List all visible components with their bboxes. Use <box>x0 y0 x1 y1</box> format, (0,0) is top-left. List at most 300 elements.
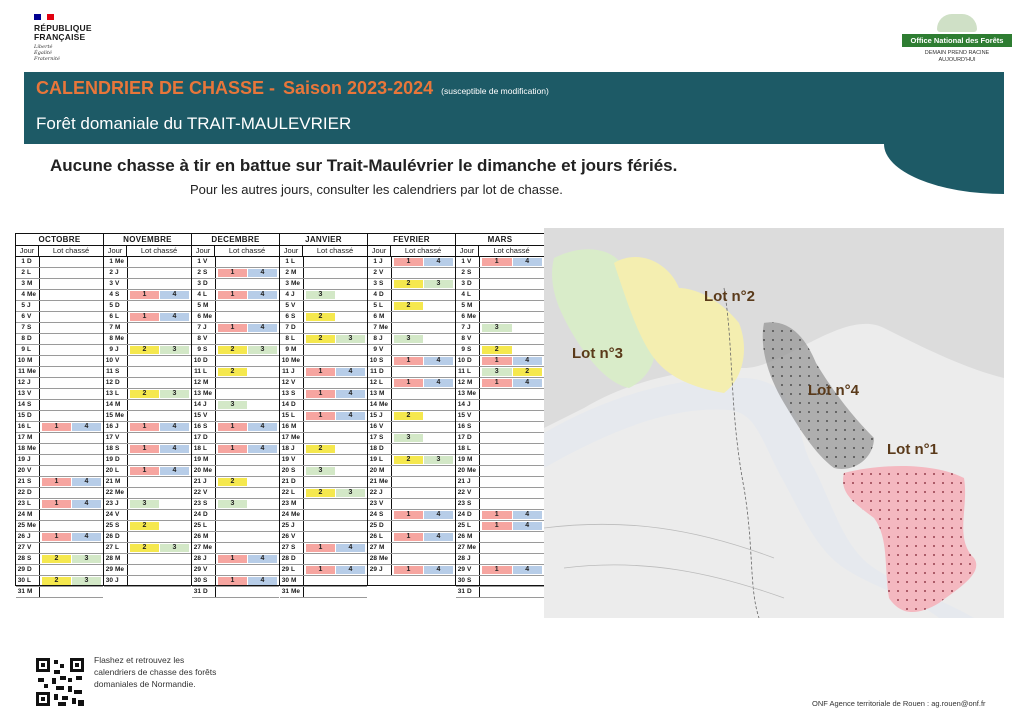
lots-hunted <box>392 532 455 542</box>
day-number: 22 <box>105 489 113 496</box>
day-row <box>280 477 367 488</box>
weekday: L <box>290 488 304 498</box>
lots-hunted <box>304 422 367 432</box>
day-number: 2 <box>373 269 377 276</box>
lot-slot-empty <box>218 280 247 288</box>
day-row <box>104 378 191 389</box>
day-row <box>280 532 367 543</box>
day-row <box>280 422 367 433</box>
day-number: 14 <box>369 401 377 408</box>
lot-slot-empty <box>248 500 277 508</box>
day-number: 15 <box>457 412 465 419</box>
lot-slot-empty <box>394 401 423 409</box>
lot-slot-empty <box>424 434 453 442</box>
lot-slot-empty <box>130 489 159 497</box>
lots-hunted <box>480 554 544 564</box>
day-row <box>192 389 279 400</box>
lot-slot-empty <box>72 313 101 321</box>
lot-slot-empty <box>513 533 543 541</box>
day-number: 25 <box>369 522 377 529</box>
lot-badge-4: 4 <box>513 357 543 365</box>
lots-hunted <box>128 334 191 344</box>
lots-hunted <box>392 543 455 553</box>
day-row <box>16 257 103 268</box>
lots-hunted <box>216 444 279 454</box>
lot-badge-4: 4 <box>248 324 277 332</box>
lots-hunted <box>480 312 544 322</box>
day-row <box>104 268 191 279</box>
day-row <box>456 565 544 576</box>
lots-hunted <box>304 345 367 355</box>
lots-hunted <box>480 400 544 410</box>
day-number: 27 <box>17 544 25 551</box>
lot-slot-empty <box>130 401 159 409</box>
lots-hunted <box>40 356 103 366</box>
day-number: 1 <box>21 258 25 265</box>
lot-slot-empty <box>160 335 189 343</box>
lot-slot-empty <box>130 269 159 277</box>
weekday: M <box>26 510 40 520</box>
day-number: 24 <box>457 511 465 518</box>
weekday: L <box>26 499 40 509</box>
column-headers <box>192 246 279 257</box>
day-row <box>16 576 103 587</box>
lots-hunted <box>480 532 544 542</box>
day-row <box>456 554 544 565</box>
qr-description: Flashez et retrouvez les calendriers de chasse des forêts domaniales de Normandie. <box>94 655 217 689</box>
lot-badge-2: 2 <box>482 346 512 354</box>
day-number: 13 <box>193 390 201 397</box>
day-number: 30 <box>105 577 113 584</box>
lots-hunted <box>128 510 191 520</box>
day-row <box>16 499 103 510</box>
lots-hunted <box>216 554 279 564</box>
day-number: 30 <box>193 577 201 584</box>
day-row <box>104 521 191 532</box>
lot-slot-empty <box>482 313 512 321</box>
day-number: 15 <box>369 412 377 419</box>
day-row <box>280 323 367 334</box>
weekday: V <box>378 499 392 509</box>
lot-slot-empty <box>306 500 335 508</box>
day-number: 1 <box>285 258 289 265</box>
weekday: M <box>202 301 216 311</box>
day-number: 5 <box>285 302 289 309</box>
onf-logo <box>902 14 1012 63</box>
month-name: JANVIER <box>280 234 367 246</box>
day-number: 14 <box>17 401 25 408</box>
lots-hunted <box>40 268 103 278</box>
weekday: D <box>114 455 128 465</box>
lot-slot-empty <box>72 258 101 266</box>
lot-badge-3: 3 <box>394 434 423 442</box>
weekday: V <box>378 268 392 278</box>
lots-hunted <box>216 400 279 410</box>
weekday: M <box>290 268 304 278</box>
lots-hunted <box>40 554 103 564</box>
lot-slot-empty <box>248 401 277 409</box>
lot-slot-empty <box>336 324 365 332</box>
day-row <box>104 345 191 356</box>
lots-hunted <box>40 587 103 597</box>
day-row <box>16 356 103 367</box>
day-number: 17 <box>369 434 377 441</box>
lot-slot-empty <box>42 335 71 343</box>
day-number: 17 <box>281 434 289 441</box>
weekday: D <box>202 433 216 443</box>
lot-slot-empty <box>42 522 71 530</box>
lot-slot-empty <box>513 291 543 299</box>
weekday: J <box>26 378 40 388</box>
lot-slot-empty <box>336 280 365 288</box>
lot-badge-1: 1 <box>42 533 71 541</box>
day-number: 8 <box>461 335 465 342</box>
weekday: D <box>202 279 216 289</box>
lot-slot-empty <box>513 555 543 563</box>
lot-badge-1: 1 <box>306 390 335 398</box>
day-column-header: Jour <box>192 246 215 256</box>
lot-slot-empty <box>42 544 71 552</box>
weekday: L <box>466 444 480 454</box>
lots-hunted <box>480 323 544 333</box>
lot-slot-empty <box>336 258 365 266</box>
lots-hunted <box>128 477 191 487</box>
lot-badge-1: 1 <box>482 379 512 387</box>
weekday: D <box>378 521 392 531</box>
day-row <box>280 587 367 598</box>
day-row <box>192 444 279 455</box>
agency-contact: ONF Agence territoriale de Rouen : ag.rouen@onf.fr <box>812 699 986 708</box>
lot-badge-4: 4 <box>336 566 365 574</box>
lot-badge-1: 1 <box>306 368 335 376</box>
day-number: 11 <box>106 368 113 375</box>
month-column <box>104 234 192 585</box>
lot-slot-empty <box>72 456 101 464</box>
day-row <box>192 400 279 411</box>
day-number: 15 <box>193 412 201 419</box>
lot-slot-empty <box>218 467 247 475</box>
lot-slot-empty <box>218 456 247 464</box>
weekday: Me <box>26 521 40 531</box>
lot-slot-empty <box>130 456 159 464</box>
day-row <box>280 334 367 345</box>
day-number: 7 <box>461 324 465 331</box>
weekday: V <box>202 334 216 344</box>
weekday: L <box>202 367 216 377</box>
lot-slot-empty <box>248 588 277 596</box>
lots-hunted <box>304 521 367 531</box>
lot-slot-empty <box>424 478 453 486</box>
day-number: 22 <box>193 489 201 496</box>
lot-slot-empty <box>130 478 159 486</box>
lot-slot-empty <box>336 533 365 541</box>
lot-badge-1: 1 <box>42 423 71 431</box>
lot-badge-3: 3 <box>160 390 189 398</box>
lots-hunted <box>480 378 544 388</box>
weekday: V <box>114 510 128 520</box>
lot-slot-empty <box>160 577 189 585</box>
lot-slot-empty <box>424 368 453 376</box>
lot-badge-4: 4 <box>248 291 277 299</box>
tree-icon <box>937 14 977 32</box>
weekday: M <box>202 532 216 542</box>
day-row <box>456 488 544 499</box>
lots-hunted <box>216 576 279 586</box>
lot-slot-empty <box>130 302 159 310</box>
day-number: 28 <box>457 555 465 562</box>
weekday: L <box>290 334 304 344</box>
lots-hunted <box>304 565 367 575</box>
lot-slot-empty <box>72 302 101 310</box>
day-number: 3 <box>285 280 289 287</box>
day-row <box>456 422 544 433</box>
lot-badge-2: 2 <box>306 445 335 453</box>
day-number: 21 <box>105 478 113 485</box>
lots-hunted <box>128 345 191 355</box>
lot-slot-empty <box>248 511 277 519</box>
day-row <box>368 268 455 279</box>
lots-hunted <box>216 422 279 432</box>
weekday: S <box>202 268 216 278</box>
lots-hunted <box>216 389 279 399</box>
lot-slot-empty <box>248 313 277 321</box>
lot-slot-empty <box>306 478 335 486</box>
day-number: 8 <box>373 335 377 342</box>
qr-code-icon[interactable] <box>34 656 86 708</box>
lot-slot-empty <box>336 434 365 442</box>
lot-slot-empty <box>160 566 189 574</box>
lots-hunted <box>128 378 191 388</box>
day-row <box>368 455 455 466</box>
weekday: M <box>378 543 392 553</box>
lot-badge-3: 3 <box>424 456 453 464</box>
weekday: L <box>290 257 304 267</box>
lot-badge-2: 2 <box>306 313 335 321</box>
french-flag-icon <box>34 14 54 20</box>
lots-hunted <box>480 576 544 586</box>
lots-hunted <box>216 455 279 465</box>
lot-slot-empty <box>424 555 453 563</box>
lots-hunted <box>304 466 367 476</box>
lot-slot-empty <box>513 588 543 596</box>
day-number: 13 <box>17 390 25 397</box>
lot-slot-empty <box>130 324 159 332</box>
day-number: 23 <box>281 500 289 507</box>
day-row <box>280 433 367 444</box>
day-row <box>280 521 367 532</box>
lot-slot-empty <box>482 302 512 310</box>
day-number: 31 <box>281 588 289 595</box>
day-row <box>16 554 103 565</box>
lots-hunted <box>40 521 103 531</box>
day-number: 29 <box>193 566 201 573</box>
day-row <box>16 323 103 334</box>
day-number: 25 <box>457 522 465 529</box>
month-column <box>280 234 368 595</box>
day-number: 3 <box>461 280 465 287</box>
weekday: J <box>202 477 216 487</box>
day-row <box>104 477 191 488</box>
lot-slot-empty <box>394 522 423 530</box>
lot-slot-empty <box>394 324 423 332</box>
lot-badge-1: 1 <box>394 533 423 541</box>
day-row <box>104 455 191 466</box>
day-number: 1 <box>461 258 465 265</box>
lot-slot-empty <box>424 522 453 530</box>
lot-slot-empty <box>394 269 423 277</box>
day-row <box>280 565 367 576</box>
lot-slot-empty <box>248 434 277 442</box>
weekday: V <box>290 378 304 388</box>
lots-hunted <box>128 499 191 509</box>
lot-badge-2: 2 <box>394 456 423 464</box>
lots-hunted <box>304 279 367 289</box>
day-number: 27 <box>369 544 377 551</box>
month-column <box>16 234 104 595</box>
day-number: 9 <box>197 346 201 353</box>
day-row <box>104 356 191 367</box>
day-row <box>104 565 191 576</box>
lots-hunted <box>304 411 367 421</box>
republique-motto: Liberté Égalité Fraternité <box>34 44 60 62</box>
weekday: L <box>114 466 128 476</box>
day-number: 6 <box>461 313 465 320</box>
lots-hunted <box>480 301 544 311</box>
weekday: M <box>202 455 216 465</box>
day-number: 10 <box>193 357 201 364</box>
day-row <box>368 279 455 290</box>
lot-slot-empty <box>336 357 365 365</box>
lots-hunted <box>480 290 544 300</box>
lot-slot-empty <box>394 368 423 376</box>
day-row <box>280 488 367 499</box>
weekday: L <box>378 301 392 311</box>
lot-badge-4: 4 <box>160 291 189 299</box>
lot-badge-1: 1 <box>394 566 423 574</box>
lot-slot-empty <box>248 533 277 541</box>
lots-hunted <box>40 466 103 476</box>
day-number: 27 <box>105 544 113 551</box>
lot-slot-empty <box>336 401 365 409</box>
lots-hunted <box>216 510 279 520</box>
lot-badge-2: 2 <box>42 555 71 563</box>
lots-hunted <box>40 510 103 520</box>
day-row <box>456 268 544 279</box>
day-row <box>16 389 103 400</box>
lot-slot-empty <box>218 544 247 552</box>
lot-slot-empty <box>482 500 512 508</box>
day-row <box>456 257 544 268</box>
weekday: L <box>202 290 216 300</box>
lot-slot-empty <box>72 280 101 288</box>
lots-hunted <box>392 257 455 267</box>
lot-slot-empty <box>42 489 71 497</box>
lot-slot-empty <box>424 423 453 431</box>
weekday: M <box>290 345 304 355</box>
weekday: J <box>26 532 40 542</box>
lot-slot-empty <box>42 302 71 310</box>
day-number: 11 <box>282 368 289 375</box>
weekday: J <box>202 400 216 410</box>
day-row <box>192 532 279 543</box>
weekday: S <box>466 422 480 432</box>
weekday: Me <box>290 587 304 597</box>
day-number: 18 <box>17 445 25 452</box>
lot-slot-empty <box>42 258 71 266</box>
lot-badge-4: 4 <box>336 412 365 420</box>
lot-badge-1: 1 <box>482 566 512 574</box>
lot-badge-3: 3 <box>306 467 335 475</box>
lots-hunted <box>392 433 455 443</box>
day-number: 8 <box>197 335 201 342</box>
day-row <box>280 510 367 521</box>
day-row <box>104 422 191 433</box>
lots-hunted <box>480 444 544 454</box>
day-number: 3 <box>21 280 25 287</box>
lots-hunted <box>392 279 455 289</box>
lot-slot-empty <box>130 335 159 343</box>
weekday: S <box>26 554 40 564</box>
lots-hunted <box>304 312 367 322</box>
weekday: M <box>26 279 40 289</box>
lots-hunted <box>304 477 367 487</box>
lot-badge-2: 2 <box>394 412 423 420</box>
lots-hunted <box>40 279 103 289</box>
day-number: 28 <box>281 555 289 562</box>
lot-badge-4: 4 <box>424 533 453 541</box>
lot-slot-empty <box>248 302 277 310</box>
day-row <box>192 312 279 323</box>
day-number: 25 <box>17 522 25 529</box>
weekday: V <box>114 433 128 443</box>
day-row <box>280 312 367 323</box>
lots-hunted <box>40 290 103 300</box>
banner-decoration <box>884 144 1004 194</box>
lots-hunted <box>392 565 455 575</box>
day-number: 24 <box>105 511 113 518</box>
day-number: 19 <box>105 456 113 463</box>
day-number: 20 <box>369 467 377 474</box>
weekday: J <box>466 554 480 564</box>
day-number: 20 <box>193 467 201 474</box>
day-row <box>368 510 455 521</box>
lot-slot-empty <box>336 478 365 486</box>
lot-slot-empty <box>482 588 512 596</box>
day-number: 12 <box>369 379 377 386</box>
day-row <box>368 433 455 444</box>
day-number: 12 <box>105 379 113 386</box>
weekday: J <box>114 576 128 586</box>
lot-slot-empty <box>513 434 543 442</box>
lots-hunted <box>216 411 279 421</box>
lots-hunted <box>128 411 191 421</box>
weekday: Me <box>290 279 304 289</box>
lot-badge-4: 4 <box>336 368 365 376</box>
weekday: S <box>26 400 40 410</box>
lot-badge-3: 3 <box>160 346 189 354</box>
lot-badge-4: 4 <box>160 423 189 431</box>
lot-badge-1: 1 <box>394 357 423 365</box>
lot-slot-empty <box>482 577 512 585</box>
lot-slot-empty <box>394 467 423 475</box>
lot-slot-empty <box>72 467 101 475</box>
lots-hunted <box>392 499 455 509</box>
weekday: J <box>290 444 304 454</box>
weekday: Me <box>114 411 128 421</box>
lot-slot-empty <box>218 335 247 343</box>
lot-slot-empty <box>130 434 159 442</box>
consult-calendars-note: Pour les autres jours, consulter les calendriers par lot de chasse. <box>190 182 563 197</box>
